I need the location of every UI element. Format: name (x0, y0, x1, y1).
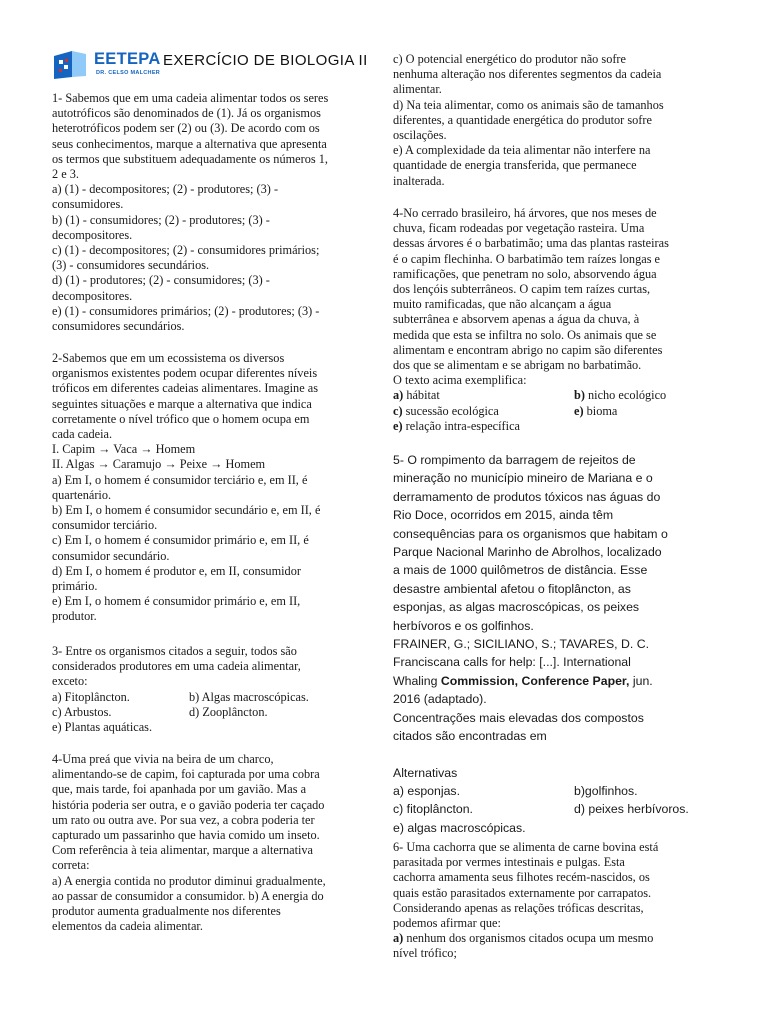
text-line: Rio Doce, ocorridos em 2015, ainda têm (393, 508, 614, 523)
text-line: os termos que substituem adequadamente os números 1, (52, 151, 328, 166)
option-a (393, 388, 574, 403)
options-row (393, 404, 713, 419)
text-line: 4-Uma preá que vivia na beira de um charco, (52, 752, 274, 766)
text-line: medida que esta se infiltra no solo. Os animais que se (393, 327, 657, 342)
text-line: subterrânea e absorvem apenas a água da chuva, à (393, 312, 640, 327)
text-line: citados são encontradas em (393, 729, 547, 744)
option-text: nicho ecológico (584, 388, 667, 403)
eetepa-logo-icon (52, 50, 88, 80)
text-line: FRAINER, G.; SICILIANO, S.; TAVARES, D. C. (393, 637, 650, 652)
text-line: alimentando-se de capim, foi capturada por uma cobra (52, 767, 320, 782)
text-line: a) A energia contida no produtor diminui gradualmente, (52, 873, 326, 888)
text-line: 6- Uma cachorra que se alimenta de carne bovina está (393, 840, 659, 854)
text-line: parasitada por vermes intestinais e pulgas. Esta (393, 855, 625, 870)
option-c (393, 404, 574, 419)
text-line: decompositores. (52, 288, 133, 303)
document-header (52, 48, 372, 82)
text-line: quantidade de energia transferida, que permanece (393, 158, 637, 173)
text-line: nível trófico; (393, 946, 457, 961)
text-line: diferentes, a quantidade energética do produtor sofre (393, 112, 652, 127)
text-line: oscilações. (393, 128, 447, 143)
text-line: produtor. (52, 609, 97, 624)
text-line: que, mais tarde, foi apanhada por um gavião. Mas a (52, 782, 307, 797)
text-line: Franciscana calls for help: [...]. International (393, 655, 631, 670)
text-line: decompositores. (52, 227, 133, 242)
text-line: II. Algas → Caramujo → Peixe → Homem (52, 457, 266, 472)
text-line: nenhuma alteração nos diferentes segmentos da cadeia (393, 67, 662, 82)
text-line: c) O potencial energético do produtor não sofre (393, 52, 626, 66)
text-line: 3- Entre os organismos citados a seguir, todos são (52, 644, 297, 658)
text-line: b) Em I, o homem é consumidor secundário e, em II, é (52, 503, 321, 518)
text-line: muito ramificadas, que não alcançam a água (393, 297, 612, 312)
text-line: consumidores secundários. (52, 319, 185, 334)
text-line: consumidor terciário. (52, 518, 158, 533)
text-line: a) (1) - decompositores; (2) - produtores; (3) - (52, 182, 279, 197)
option-b: b) Algas macroscópicas. (189, 689, 309, 704)
text-line: d) Na teia alimentar, como os animais são de tamanhos (393, 97, 664, 112)
question-3 (52, 644, 378, 735)
option-key: a) (393, 388, 404, 403)
option-text: bioma (583, 403, 618, 418)
option-text: sucessão ecológica (402, 403, 499, 418)
option-key: b) (574, 388, 585, 403)
text-line: elementos da cadeia alimentar. (52, 919, 203, 934)
question-5 (393, 451, 713, 837)
text-line: chuva, ficam rodeadas por vegetação rasteira. Uma (393, 221, 645, 236)
text-line: Concentrações mais elevadas dos compostos (393, 710, 644, 725)
text-line: cada cadeia. (52, 427, 113, 442)
text-line: e) Em I, o homem é consumidor primário e, em II, (52, 594, 301, 609)
text-line: e) (1) - consumidores primários; (2) - produtores; (3) - (52, 303, 320, 318)
text-line: corretamente o nível trófico que o homem ocupa em (52, 411, 310, 426)
option-e: e) Plantas aquáticas. (52, 720, 153, 735)
citation-bold: Commission, Conference Paper, (440, 673, 630, 688)
text-line: tróficos em diferentes cadeias alimentares. Imagine as (52, 381, 318, 396)
text-line: ao passar de consumidor a consumidor. b) A energia do (52, 888, 324, 903)
option-a (393, 931, 713, 946)
question-1 (52, 91, 378, 334)
option-key: e) (393, 418, 403, 433)
question-4-cerrado (393, 206, 713, 434)
text-line: Considerando apenas as relações tróficas descritas, (393, 900, 644, 915)
option-e: e) algas macroscópicas. (393, 820, 526, 835)
alternatives-title: Alternativas (393, 765, 458, 780)
page-title: EXERCÍCIO DE BIOLOGIA II (163, 52, 368, 69)
text-line: podemos afirmar que: (393, 916, 501, 931)
option-d: d) Zooplâncton. (189, 704, 268, 719)
text-line: consumidor secundário. (52, 548, 170, 563)
text-line: seus conhecimentos, marque a alternativa que apresenta (52, 136, 327, 151)
text-line: considerados produtores em uma cadeia alimentar, (52, 659, 301, 674)
text-line: O texto acima exemplifica: (393, 373, 527, 388)
text-line: 4-No cerrado brasileiro, há árvores, que nos meses de (393, 206, 657, 220)
text-line: Parque Nacional Marinho de Abrolhos, localizado (393, 545, 662, 560)
citation-text: Whaling (393, 673, 441, 688)
text-line: c) (1) - decompositores; (2) - consumidores primários; (52, 243, 320, 258)
option-text: relação intra-específica (402, 418, 520, 433)
option-a: a) esponjas. (393, 783, 460, 798)
option-c: c) fitoplâncton. (393, 802, 473, 817)
text-line: seguintes situações e marque a alternativa que indica (52, 396, 312, 411)
text-line: dessas árvores é o barbatimão; uma das plantas rasteiras (393, 236, 669, 251)
brand-subtitle: DR. CELSO MALCHER (96, 70, 161, 76)
text-line: organismos existentes podem ocupar diferentes níveis (52, 366, 318, 381)
options-row (52, 690, 378, 705)
option-b: b)golfinhos. (574, 783, 638, 798)
text-line: é o capim flechinha. O barbatimão tem raízes longas e (393, 251, 661, 266)
text-line: d) Em I, o homem é produtor e, em II, consumidor (52, 563, 301, 578)
text-line: inalterada. (393, 173, 445, 188)
text-line: a mais de 1000 quilômetros de distância. Esse (393, 563, 648, 578)
options-row (393, 800, 713, 818)
source-citation (393, 672, 713, 690)
option-key: e) (574, 403, 584, 418)
option-c: c) Arbustos. (52, 704, 112, 719)
text-line: e) A complexidade da teia alimentar não interfere na (393, 143, 651, 158)
question-4-food-web (52, 752, 378, 934)
option-a: a) Fitoplâncton. (52, 689, 130, 704)
text-line: capturado um passarinho que havia comido um inseto. (52, 828, 320, 843)
text-line: 1- Sabemos que em uma cadeia alimentar todos os seres (52, 91, 329, 105)
text-line: heterotróficos podem ser (2) ou (3). De acordo com os (52, 121, 320, 136)
text-line: cachorra amamenta seus filhotes recém-nascidos, os (393, 870, 650, 885)
option-text: hábitat (403, 388, 440, 403)
text-line: primário. (52, 579, 98, 594)
text-line: alimentar. (393, 82, 442, 97)
options-row (393, 388, 713, 403)
text-line: produtor aumenta gradualmente nos diferentes (52, 904, 281, 919)
options-row (52, 705, 378, 720)
text-line: alimentam e encontram abrigo no capim são diferentes (393, 342, 663, 357)
text-line: I. Capim → Vaca → Homem (52, 442, 196, 457)
text-line: 2 e 3. (52, 167, 79, 182)
text-line: c) Em I, o homem é consumidor primário e, em II, é (52, 533, 309, 548)
text-line: quais estão parasitados externamente por carrapatos. (393, 885, 652, 900)
text-line: um rato ou outra ave. Por sua vez, a cobra poderia ter (52, 812, 315, 827)
text-line: dos que se alimentam e se abrigam no barbatimão. (393, 358, 642, 373)
text-line: derramamento de produtos tóxicos nas águas do (393, 489, 661, 504)
question-2 (52, 351, 378, 625)
text-line: (3) - consumidores secundários. (52, 258, 210, 273)
text-line: esponjas, as algas macroscópicas, os peixes (393, 600, 640, 615)
question-4-continued (393, 52, 713, 189)
text-line: ramificações, que penetram no solo, absorvendo água (393, 266, 657, 281)
text-line: b) (1) - consumidores; (2) - produtores; (3) - (52, 212, 270, 227)
text-line: exceto: (52, 674, 88, 689)
text-line: d) (1) - produtores; (2) - consumidores; (3) - (52, 273, 270, 288)
text-line: consumidores. (52, 197, 124, 212)
text-line: 2016 (adaptado). (393, 692, 487, 707)
text-line: 5- O rompimento da barragem de rejeitos de (393, 453, 636, 467)
option-text: nenhum dos organismos citados ocupa um mesmo (403, 931, 654, 946)
text-line: autotróficos são denominados de (1). Já os organismos (52, 106, 321, 121)
text-line: herbívoros e os golfinhos. (393, 618, 534, 633)
citation-text: jun. (629, 673, 653, 688)
text-line: quartenário. (52, 487, 112, 502)
text-line: dos lençóis subterrâneos. O capim tem raízes curtas, (393, 282, 651, 297)
option-e (393, 419, 713, 434)
option-key: c) (393, 403, 403, 418)
brand-name: EETEPA (94, 50, 161, 68)
text-line: Com referência à teia alimentar, marque a alternativa (52, 843, 314, 858)
option-b (574, 388, 713, 403)
option-e-bioma (574, 404, 713, 419)
options-row (393, 782, 713, 800)
text-line: história poderia ser outra, e o gavião poderia ter caçado (52, 797, 325, 812)
option-d: d) peixes herbívoros. (574, 802, 689, 817)
option-key: a) (393, 931, 404, 946)
text-line: correta: (52, 858, 90, 873)
question-6 (393, 840, 713, 962)
text-line: desastre ambiental afetou o fitoplâncton, as (393, 581, 631, 596)
text-line: consequências para os organismos que habitam o (393, 526, 668, 541)
text-line: 2-Sabemos que em um ecossistema os diversos (52, 351, 285, 365)
text-line: a) Em I, o homem é consumidor terciário e, em II, é (52, 472, 308, 487)
text-line: mineração no município mineiro de Mariana e o (393, 471, 653, 486)
